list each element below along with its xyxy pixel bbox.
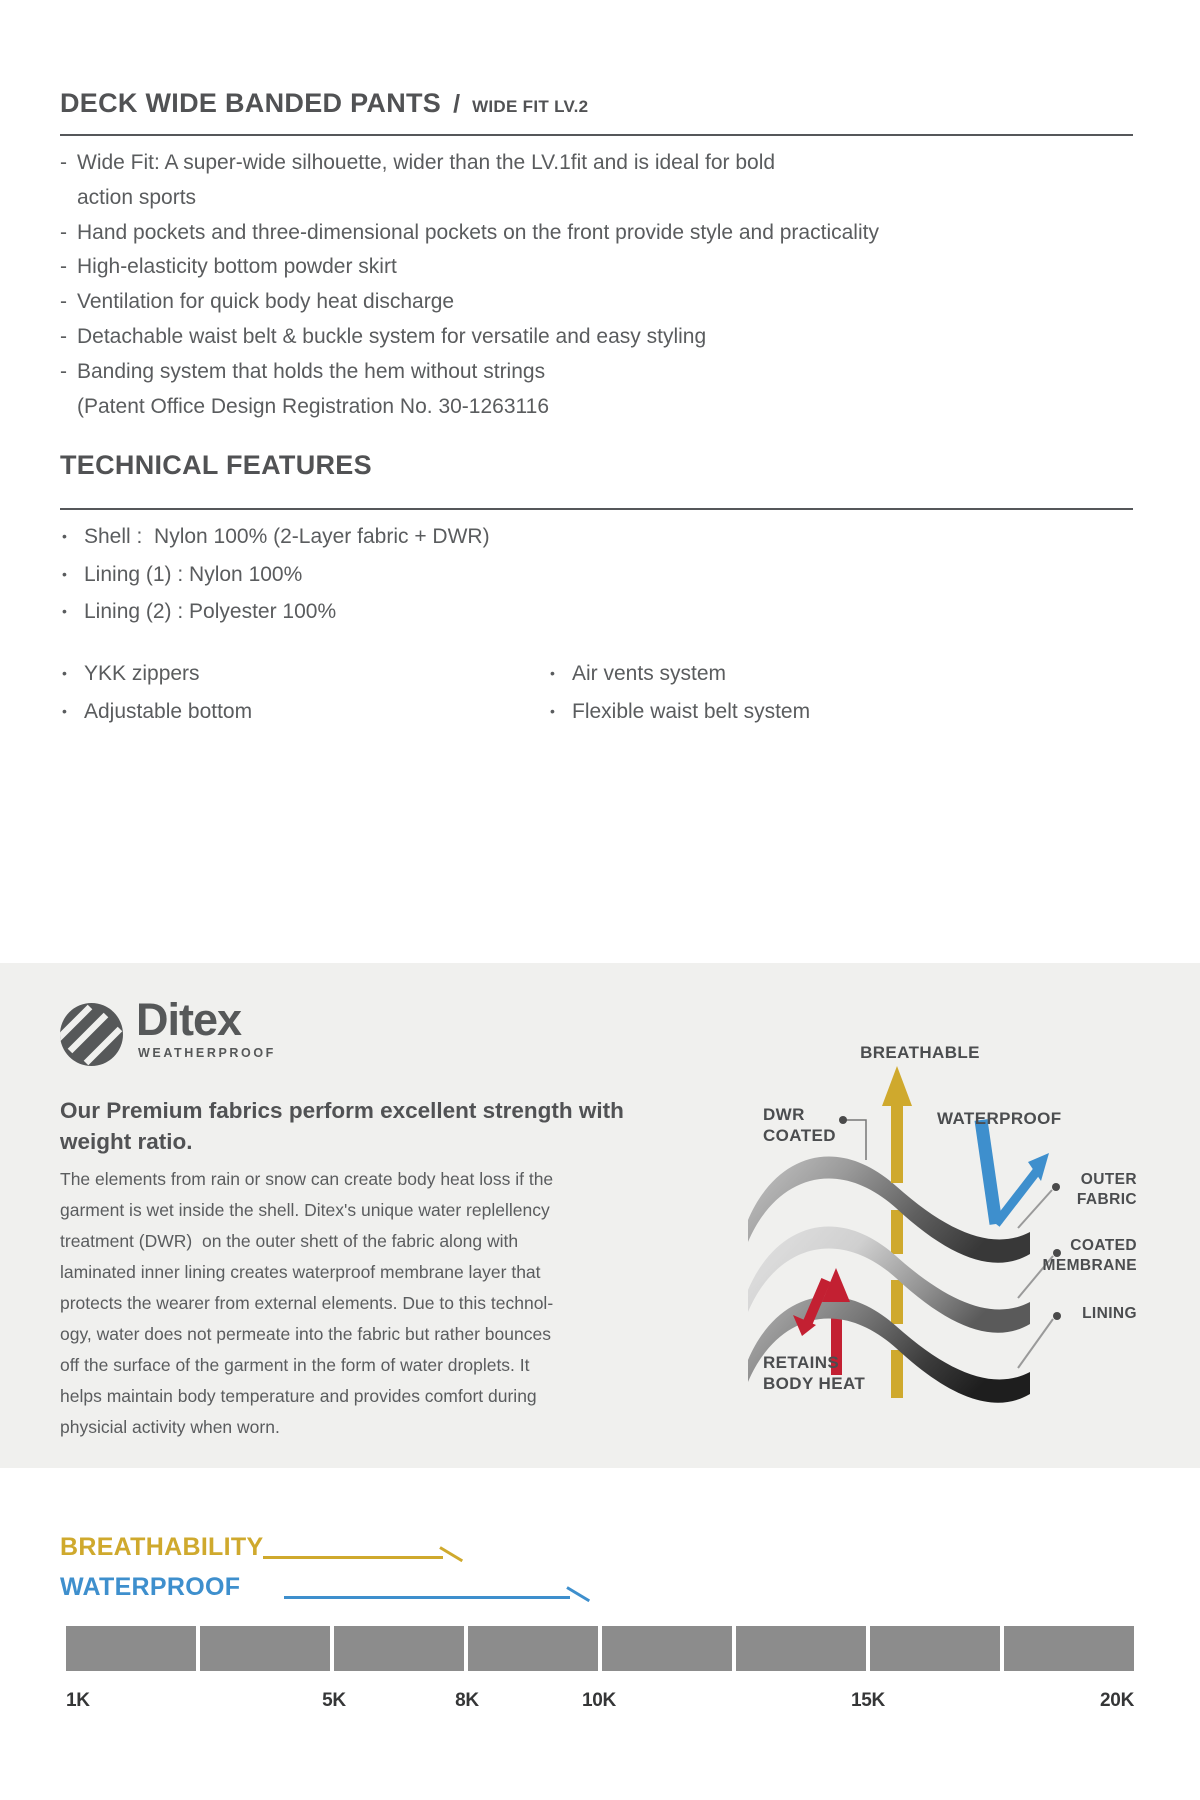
bullet-dot-icon: • <box>550 665 555 681</box>
ditex-brand: Ditex <box>136 994 242 1045</box>
scale-bar-segment <box>1004 1626 1134 1671</box>
waterproof-diagram-label: WATERPROOF <box>937 1109 1062 1128</box>
waterproof-line-tick <box>566 1586 590 1602</box>
material-item <box>62 594 490 632</box>
material-item <box>62 557 490 595</box>
feature-item <box>60 181 1155 216</box>
paragraph-line: treatment (DWR) on the outer shett of the fabric along with <box>60 1231 519 1251</box>
paragraph-line: garment is wet inside the shell. Ditex's unique water replellency <box>60 1200 550 1220</box>
label-line: COATED <box>1070 1237 1137 1254</box>
feature-dash: - <box>60 255 67 279</box>
retains-body-heat-label <box>763 1352 865 1394</box>
scale-tick-5K: 5K <box>322 1690 346 1711</box>
technical-rule <box>60 508 1133 510</box>
waterproof-line <box>284 1596 570 1599</box>
waterproof-label: WATERPROOF <box>60 1573 241 1601</box>
scale-tick-1K: 1K <box>66 1690 90 1711</box>
dwr-leader <box>839 1116 866 1160</box>
extra-text: YKK zippers <box>84 662 200 685</box>
material-text: Shell : Nylon 100% (2-Layer fabric + DWR) <box>84 525 490 548</box>
scale-bar-segment <box>66 1626 196 1671</box>
feature-dash <box>60 390 77 425</box>
lining-label: LINING <box>1082 1305 1137 1322</box>
scale-bar-segment <box>870 1626 1000 1671</box>
bullet-dot-icon: • <box>62 702 67 719</box>
page-header <box>60 88 588 119</box>
fabric-diagram <box>650 1030 1150 1450</box>
scale-bar-segment <box>334 1626 464 1671</box>
extra-item <box>550 694 1038 732</box>
feature-text: High-elasticity bottom powder skirt <box>77 255 397 279</box>
paragraph-line: laminated inner lining creates waterproof membrane layer that <box>60 1262 541 1282</box>
paragraph-line: physicial activity when worn. <box>60 1417 280 1437</box>
material-text: Lining (2) : Polyester 100% <box>84 600 337 623</box>
feature-item <box>60 146 1155 181</box>
paragraph-line: The elements from rain or snow can create body heat loss if the <box>60 1169 554 1189</box>
scale-tick-8K: 8K <box>455 1690 479 1711</box>
breathable-arrow <box>891 1210 903 1398</box>
label-line: RETAINS <box>763 1353 840 1372</box>
paragraph-line: off the surface of the garment in the form of water droplets. It <box>60 1355 530 1375</box>
feature-list <box>60 146 1155 424</box>
feature-dash <box>60 181 77 216</box>
outer-fabric-label <box>1077 1170 1137 1209</box>
extra-item <box>62 694 550 732</box>
paragraph-line: protects the wearer from external elements. Due to this technol- <box>60 1293 554 1313</box>
scale-bar-segment <box>200 1626 330 1671</box>
ditex-tagline: WEATHERPROOF <box>138 1046 276 1060</box>
page-title: DECK WIDE BANDED PANTS <box>60 88 442 118</box>
feature-item <box>60 250 1155 285</box>
breathable-label: BREATHABLE <box>860 1043 980 1062</box>
extra-text: Air vents system <box>572 662 727 685</box>
label-line: OUTER <box>1080 1171 1137 1188</box>
scale-bar-segment <box>468 1626 598 1671</box>
feature-item <box>60 285 1155 320</box>
breathability-line-tick <box>439 1546 463 1562</box>
label-line: DWR <box>763 1105 805 1124</box>
feature-text: Detachable waist belt & buckle system for versatile and easy styling <box>77 324 707 348</box>
bullet-dot-icon: • <box>62 565 67 582</box>
material-list <box>62 519 490 632</box>
scale-bar-segment <box>602 1626 732 1671</box>
feature-text: Hand pockets and three-dimensional pockets on the front provide style and practicality <box>77 220 879 244</box>
extras-columns <box>62 656 1038 731</box>
feature-dash: - <box>60 359 67 383</box>
feature-item <box>60 355 1155 390</box>
bullet-dot-icon: • <box>550 702 555 719</box>
feature-item <box>60 390 1155 425</box>
title-rule <box>60 134 1133 136</box>
coated-membrane-label <box>1043 1236 1137 1275</box>
feature-text: Ventilation for quick body heat discharge <box>77 290 455 314</box>
paragraph-line: ogy, water does not permeate into the fabric but rather bounces <box>60 1324 551 1344</box>
extras-right-column <box>550 656 1038 731</box>
breathable-arrow-head <box>882 1066 912 1183</box>
feature-dash: - <box>60 151 67 174</box>
feature-item <box>60 216 1155 251</box>
feature-text: (Patent Office Design Registration No. 30-1263116 <box>77 394 549 418</box>
extra-item <box>62 656 550 694</box>
feature-item <box>60 320 1155 355</box>
feature-dash: - <box>60 220 67 244</box>
label-line: FABRIC <box>1076 1190 1137 1208</box>
label-line: MEMBRANE <box>1042 1256 1137 1274</box>
ditex-logo-icon <box>60 1003 123 1066</box>
label-line: COATED <box>763 1126 836 1145</box>
material-text: Lining (1) : Nylon 100% <box>84 562 303 586</box>
feature-dash: - <box>60 324 67 348</box>
feature-text: Banding system that holds the hem without strings <box>77 359 546 383</box>
extra-item <box>550 656 1038 694</box>
scale-ticks <box>66 1690 1134 1716</box>
title-separator: / <box>453 90 461 118</box>
leader-lines <box>1018 1190 1053 1368</box>
breathability-label: BREATHABILITY <box>60 1533 264 1561</box>
ditex-section <box>0 963 1200 1468</box>
scale-tick-15K: 15K <box>851 1690 885 1711</box>
scale-tick-20K: 20K <box>1100 1690 1134 1711</box>
extras-left-column <box>62 656 550 731</box>
extra-text: Adjustable bottom <box>84 699 253 723</box>
bullet-dot-icon: • <box>62 603 67 619</box>
material-item <box>62 519 490 557</box>
premium-heading: Our Premium fabrics perform excellent strength with weight ratio. <box>60 1098 624 1154</box>
label-line: BODY HEAT <box>763 1374 866 1393</box>
fabric-paragraph <box>60 1169 640 1448</box>
scale-tick-10K: 10K <box>582 1690 616 1711</box>
page-subtitle: WIDE FIT LV.2 <box>472 97 589 116</box>
technical-features-heading: TECHNICAL FEATURES <box>60 450 372 480</box>
breathability-line <box>263 1556 443 1559</box>
feature-text: Wide Fit: A super-wide silhouette, wider than the LV.1fit and is ideal for bold <box>77 151 776 174</box>
bullet-dot-icon: • <box>62 665 67 681</box>
extra-text: Flexible waist belt system <box>572 699 811 723</box>
bullet-dot-icon: • <box>62 528 67 544</box>
feature-dash: - <box>60 290 67 314</box>
dwr-coated-label <box>763 1104 836 1146</box>
waterproof-arrow <box>981 1120 1049 1224</box>
scale-bar <box>66 1626 1134 1671</box>
feature-text: action sports <box>77 185 197 209</box>
scale-bar-segment <box>736 1626 866 1671</box>
paragraph-line: helps maintain body temperature and provides comfort during <box>60 1386 537 1406</box>
